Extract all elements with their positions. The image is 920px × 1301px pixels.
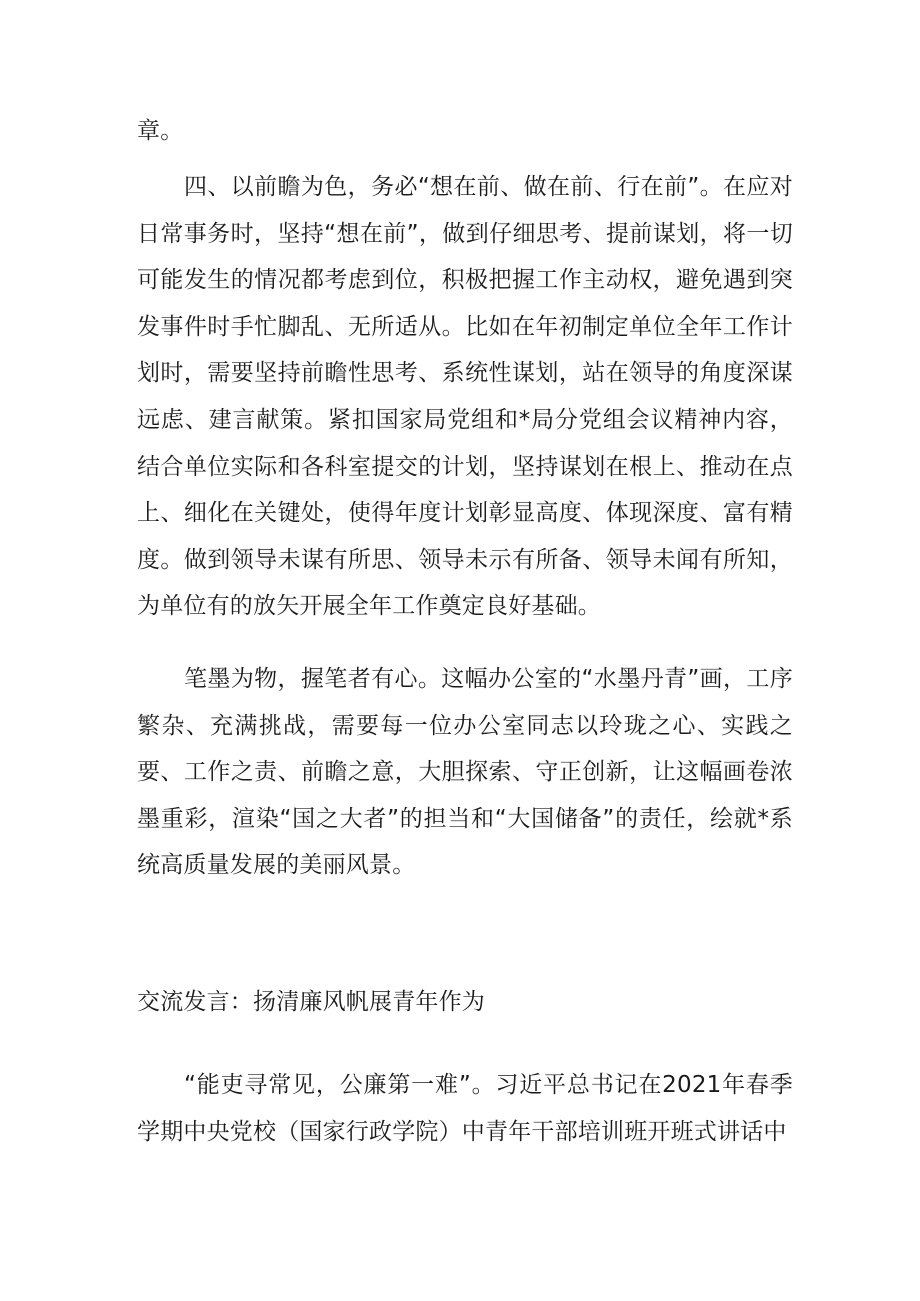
paragraph-intro: “能吏寻常见，公廉第一难”。习近平总书记在2021年春季学期中央党校（国家行政学院）中青年干部培训班开班式讲话中 <box>137 1072 793 1145</box>
paragraph-foresight: 四、以前瞻为色，务必“想在前、做在前、行在前”。在应对日常事务时，坚持“想在前”，做到仔细思考、提前谋划，将一切可能发生的情况都考虑到位，积极把握工作主动权，避免遇到突发事件时手忙脚乱、无所适从。比如在年初制定单位全年工作计划时，需要坚持前瞻性思考、系统性谋划，站在领导的角度深谋远虑、建言献策。紧扣国家局党组和*局分党组会议精神内容，结合单位实际和各科室提交的计划，坚持谋划在根上、推动在点上、细化在关键处，使得年度计划彰显高度、体现深度、富有精度。做到领导未谋有所思、领导未示有所备、领导未闻有所知，为单位有的放矢开展全年工作奠定良好基础。 <box>137 174 793 620</box>
paragraph-continuation: 章。 <box>137 118 184 144</box>
paragraph-conclusion: 笔墨为物，握笔者有心。这幅办公室的“水墨丹青”画，工序繁杂、充满挑战，需要每一位办公室同志以玲珑之心、实践之要、工作之责、前瞻之意，大胆探索、守正创新，让这幅画卷浓墨重彩，渲染“国之大者”的担当和“大国储备”的责任，绘就*系统高质量发展的美丽风景。 <box>137 666 793 879</box>
section-heading: 交流发言：扬清廉风帆展青年作为 <box>137 989 485 1015</box>
